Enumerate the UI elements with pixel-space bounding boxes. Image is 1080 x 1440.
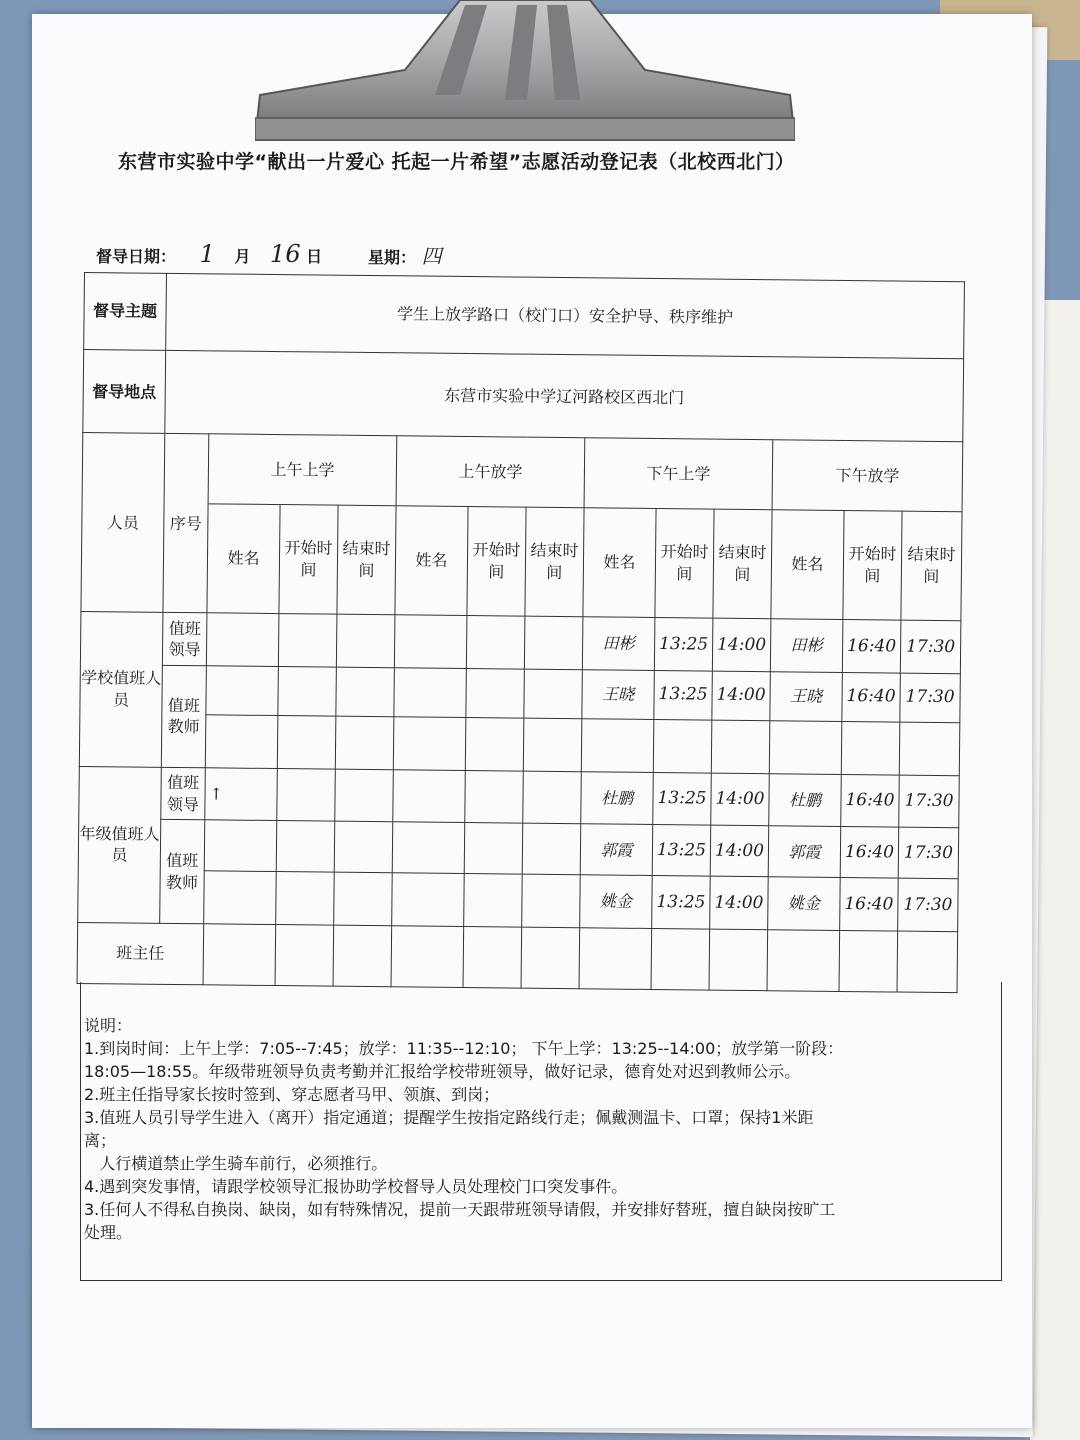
head-teacher-label: 班主任 (77, 922, 204, 984)
time-entry: 14:00 (712, 671, 771, 720)
cell (394, 615, 467, 669)
cell (336, 667, 395, 716)
time-entry: 14:00 (712, 618, 771, 671)
time-entry: 14:00 (710, 876, 769, 929)
registration-table (77, 272, 965, 993)
period-header: 上午上学 (208, 434, 397, 505)
cell (523, 718, 582, 771)
signature: 王晓 (770, 672, 843, 722)
cell (334, 872, 393, 925)
cell (464, 874, 523, 927)
notes-line: 离； (84, 1131, 117, 1150)
cell (521, 927, 580, 989)
start-header: 开始时间 (843, 510, 902, 620)
start-header: 开始时间 (655, 508, 714, 618)
time-entry: 17:30 (900, 673, 961, 722)
time-entry: 17:30 (899, 775, 960, 828)
cell (392, 873, 465, 927)
cell (466, 669, 525, 718)
signature: 郭霞 (580, 824, 653, 876)
weekday-value: 四 (421, 244, 442, 268)
period-header: 下午放学 (772, 440, 963, 511)
name-header: 姓名 (207, 503, 280, 613)
person-header: 人员 (81, 433, 165, 613)
form-title: 东营市实验中学“献出一片爱心 托起一片希望”志愿活动登记表（北校西北门） (118, 151, 795, 173)
cell (522, 824, 581, 875)
weekday-label: 星期： (368, 248, 417, 267)
cell (522, 874, 581, 927)
cell (465, 770, 524, 823)
cell (206, 666, 279, 716)
seq-header: 序号 (163, 434, 209, 613)
notes-line: 18:05—18:55。年级带班领导负责考勤并汇报给学校带班领导，做好记录，德育处对迟到教师公示。 (84, 1062, 801, 1081)
signature: 杜鹏 (581, 771, 654, 825)
cell (335, 769, 394, 822)
time-entry: 16:40 (840, 878, 899, 931)
cell (463, 927, 522, 989)
signature: 田彬 (770, 619, 843, 673)
time-entry: 17:30 (900, 620, 961, 673)
cell (276, 872, 335, 925)
date-month: 1 (199, 240, 215, 268)
cell (466, 616, 525, 669)
cell (275, 925, 334, 987)
place-label: 督导地点 (83, 350, 166, 434)
end-header: 结束时间 (713, 509, 772, 619)
time-entry: 16:40 (842, 620, 901, 673)
cell (206, 613, 279, 667)
cell (524, 616, 583, 669)
name-header: 姓名 (583, 507, 656, 617)
start-header: 开始时间 (467, 506, 526, 616)
end-header: 结束时间 (901, 511, 962, 621)
school-duty-group: 学校值班人员 (79, 612, 163, 767)
cell (711, 720, 770, 773)
time-entry: 13:25 (652, 825, 711, 876)
role-leader: 值班领导 (161, 767, 206, 820)
cell (579, 928, 652, 990)
role-teacher: 值班教师 (160, 820, 205, 924)
cell (276, 821, 335, 872)
time-entry: 16:40 (842, 672, 901, 721)
cell (841, 721, 900, 774)
signature: 田彬 (582, 617, 655, 671)
cell (651, 928, 710, 990)
signature: 王晓 (582, 670, 655, 720)
end-header: 结束时间 (337, 505, 396, 615)
cell (204, 820, 277, 872)
cell (204, 871, 277, 925)
cell (277, 768, 336, 821)
clipboard-clip-icon (255, 0, 795, 150)
time-entry: 13:25 (652, 876, 711, 929)
notes-line: 1.到岗时间：上午上学：7:05--7:45；放学：11:35--12:10； 下午上学：13:25--14:00；放学第一阶段： (84, 1039, 844, 1058)
time-entry: 13:25 (654, 671, 713, 720)
cell (278, 614, 337, 667)
cell (336, 614, 395, 667)
signature: 姚金 (768, 877, 841, 931)
time-entry: 13:25 (653, 772, 712, 825)
time-entry: 16:40 (840, 827, 899, 878)
time-entry: 14:00 (711, 773, 770, 826)
name-header: 姓名 (771, 509, 844, 619)
time-entry: 13:25 (654, 618, 713, 671)
notes-line: 3.任何人不得私自换岗、缺岗，如有特殊情况，提前一天跟带班领导请假，并安排好替班，擅自缺岗按旷工 (84, 1200, 836, 1219)
cell (465, 717, 524, 770)
topic-label: 督导主题 (84, 273, 167, 351)
day-unit: 日 (306, 247, 323, 266)
time-entry: 17:30 (898, 878, 959, 931)
cell (391, 926, 464, 988)
cell (203, 924, 276, 986)
cell (769, 720, 842, 774)
notes-heading: 说明： (84, 1016, 133, 1035)
period-header: 下午上学 (584, 438, 773, 509)
end-header: 结束时间 (525, 507, 584, 617)
cell (334, 822, 393, 873)
grade-duty-group: 年级值班人员 (78, 766, 162, 923)
start-header: 开始时间 (279, 504, 338, 614)
name-header: 姓名 (395, 505, 468, 615)
signature: 姚金 (580, 875, 653, 929)
cell (524, 669, 583, 718)
notes-line: 4.遇到突发事情，请跟学校领导汇报协助学校督导人员处理校门口突发事件。 (84, 1177, 628, 1196)
cell (393, 769, 466, 823)
period-header: 上午放学 (396, 436, 585, 507)
cell (523, 771, 582, 824)
notes-section (84, 1014, 996, 1244)
topic-value: 学生上放学路口（校门口）安全护导、秩序维护 (166, 273, 965, 359)
cell (278, 667, 337, 716)
cell (394, 668, 467, 718)
cell (393, 717, 466, 771)
notes-line: 人行横道禁止学生骑车前行，必须推行。 (84, 1154, 388, 1173)
cell (205, 715, 278, 769)
handwritten-mark: ↑ (205, 767, 278, 821)
time-entry: 16:40 (841, 774, 900, 827)
notes-line: 处理。 (84, 1223, 133, 1242)
time-entry: 14:00 (710, 825, 769, 876)
notes-line: 2.班主任指导家长按时签到、穿志愿者马甲、领旗、到岗； (84, 1085, 500, 1104)
signature: 郭霞 (768, 826, 841, 878)
cell (581, 719, 654, 773)
cell (392, 822, 465, 874)
cell (277, 715, 336, 768)
cell (899, 722, 960, 775)
role-leader: 值班领导 (162, 613, 207, 666)
date-label: 督导日期： (96, 247, 177, 266)
time-entry: 17:30 (898, 827, 959, 878)
date-line (96, 240, 322, 268)
cell (335, 716, 394, 769)
weekday-line (368, 240, 442, 269)
signature: 杜鹏 (769, 773, 842, 827)
role-teacher: 值班教师 (161, 665, 206, 767)
notes-line: 3.值班人员引导学生进入（离开）指定通道；提醒学生按指定路线行走；佩戴测温卡、口罩；保持1米距 (84, 1108, 814, 1127)
date-day: 16 (270, 240, 301, 268)
cell (464, 823, 523, 874)
place-value: 东营市实验中学辽河路校区西北门 (165, 351, 964, 443)
cell (333, 925, 392, 987)
month-unit: 月 (234, 247, 251, 266)
cell (653, 719, 712, 772)
